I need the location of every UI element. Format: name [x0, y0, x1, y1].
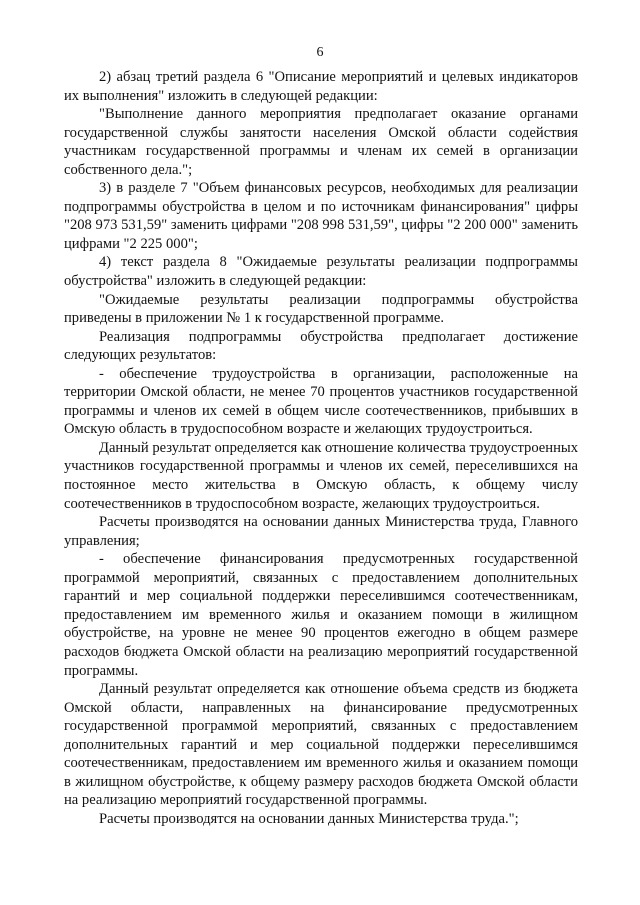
- paragraph-implementation: Реализация подпрограммы обустройства предполагает достижение следующих результатов:: [64, 328, 578, 364]
- paragraph-expected-results: "Ожидаемые результаты реализации подпрограммы обустройства приведены в приложении № 1 к государственной программе.: [64, 291, 578, 327]
- paragraph-quoted-measure-text: "Выполнение данного мероприятия предполагает оказание органами государственной службы занятости населения Омской области содействия участникам государственной программы и членам их семей в организации собственного дела.";: [64, 106, 578, 178]
- page-number: 6: [316, 45, 324, 60]
- paragraph-item-3-amendment: 3) в разделе 7 "Объем финансовых ресурсов, необходимых для реализации подпрограммы обустройства в целом и по источникам финансирования" цифры "208 973 531,59" заменить цифрами "208 998 531,59", цифры "2 200 000" заменить цифрами "2 225 000";: [64, 180, 578, 252]
- paragraph-employment-definition: Данный результат определяется как отношение количества трудоустроенных участников государственной программы и членов их семей, переселившихся на постоянное место жительства в Омскую область, к общему числу соотечественников в трудоспособном возрасте, желающих трудоустроиться.: [64, 439, 578, 512]
- paragraph-employment-calculation: Расчеты производятся на основании данных Министерства труда, Главного управления;: [64, 514, 578, 549]
- document-body: [64, 68, 578, 828]
- paragraph-funding-calculation: Расчеты производятся на основании данных Министерства труда.";: [99, 810, 519, 827]
- paragraph-funding-result: - обеспечение финансирования предусмотренных государственной программой мероприятий, связанных с предоставлением дополнительных гарантий и мер социальной поддержки переселившимся соотечественникам, предоставлением им временного жилья и оказанием помощи в жилищном обустройстве, на уровне не менее 90 процентов ежегодно в общем размере расходов бюджета Омской области на реализацию мероприятий государственной программы.: [64, 551, 578, 679]
- paragraph-item-4-amendment: 4) текст раздела 8 "Ожидаемые результаты реализации подпрограммы обустройства" изложить в следующей редакции:: [64, 254, 578, 290]
- paragraph-funding-definition: Данный результат определяется как отношение объема средств из бюджета Омской области, направленных на финансирование предусмотренных государственной программой мероприятий, связанных с предоставлением дополнительных гарантий и мер социальной поддержки переселившимся соотечественникам, предоставлением им временного жилья и оказанием помощи в жилищном обустройстве, к общему размеру расходов бюджета Омской области на реализацию мероприятий государственной программы.: [64, 681, 578, 809]
- paragraph-employment-result: - обеспечение трудоустройства в организации, расположенные на территории Омской области, не менее 70 процентов участников государственной программы и членов их семей в общем числе соотечественников, прибывших в Омскую область в трудоспособном возрасте и желающих трудоустроиться.: [64, 365, 578, 438]
- paragraph-item-2-amendment: 2) абзац третий раздела 6 "Описание мероприятий и целевых индикаторов их выполнения" изложить в следующей редакции:: [64, 69, 578, 104]
